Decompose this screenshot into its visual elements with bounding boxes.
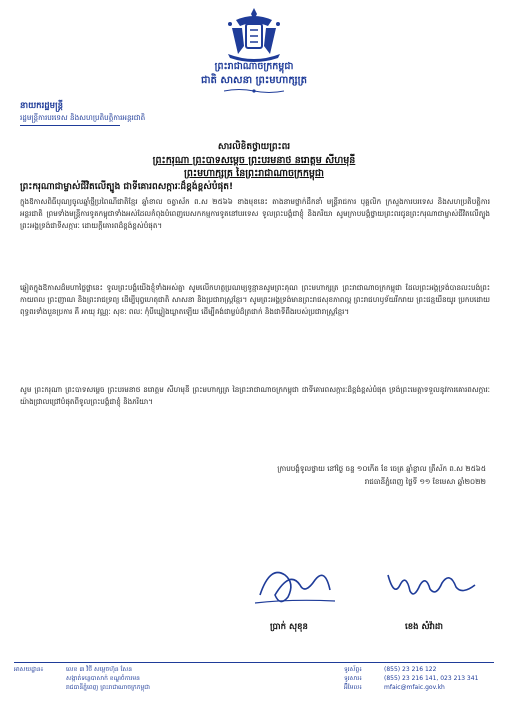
- address-line-2: សង្កាត់ទន្លេបាសាក់ ខណ្ឌចំការមន: [66, 674, 140, 682]
- body-paragraph-2: ឆ្លៀតក្នុងឱកាសដ៏មហាថ្លៃថ្លានេះ ទូលព្រះបង្គំយើងខ្ញុំទាំងអស់គ្នា សូមលើកហត្ថប្រណម្យទូន្មានសូមព្រះគុណ ព្រះមហាក្សត្រ ព្រះរាជាណាចក្រកម្ពុជា ដែលព្រះអង្គទ្រង់បានលះបង់ព្រះកាយពល ព្រះញាណ និងព្រះរាជទ្រព្យ ដើម្បីបុព្វហេតុជាតិ សាសនា និងប្រជារាស្ត្រខ្មែរ។ សូមព្រះអង្គទ្រង់មានព្រះរាជសុខភាពល្អ ព្រះរាជហឫទ័យរីករាយ ព្រះជន្មយឺនយូរ ប្រកបដោយពុទ្ធពរទាំងបួនប្រការ គឺ អាយុ វណ្ណៈ សុខៈ ពលៈ កុំបីឃ្លៀងឃ្លាតឡើយ ដើម្បីគង់ជាម្លប់ដ៏ត្រជាក់ និងជាទីពឹងរបស់ប្រជារាស្ត្រខ្មែរ។: [20, 283, 490, 317]
- date-solar: រាជធានីភ្នំពេញ ថ្ងៃទី ១១ ខែមេសា ឆ្នាំ២០២២: [364, 477, 486, 486]
- tel-label: ទូរស័ព្ទ៖: [344, 666, 362, 673]
- salutation: ព្រះករុណាជាម្ចាស់ជីវិតលើត្បូង ជាទីគោរពសក្ការៈដ៏ខ្ពង់ខ្ពស់បំផុត!: [20, 182, 234, 192]
- body-paragraph-1: ក្នុងឱកាសពិធីបុណ្យចូលឆ្នាំថ្មីប្រពៃណីជាតិខ្មែរ ឆ្នាំខាល ចត្វាស័ក ព.ស ២៥៦៦ ខាងមុខនេះ តាងនាមថ្នាក់ដឹកនាំ មន្ត្រីរាជការ បុគ្គលិក ក្រសួងការបរទេស និងសហប្រតិបត្តិការអន្តរជាតិ ព្រមទាំងមន្ត្រីការទូតកម្ពុជាទាំងអស់ដែលកំពុងបំពេញបេសកកម្មការទូតនៅបរទេស ទូលព្រះបង្គំជាខ្ញុំ និងភរិយា សូមក្រាបបង្គំថ្វាយព្រះពរជូនព្រះករុណាជាម្ចាស់ជីវិតលើត្បូង ព្រះអង្គទ្រង់ជាទីសក្ការៈ ដោយក្តីគោរពដ៏ខ្ពង់ខ្ពស់បំផុត។: [20, 197, 490, 231]
- date-lunar: ក្រាបបង្គំទូលថ្វាយ នៅថ្ងៃ ចន្ទ ១០កើត ខែ ចេត្រ ឆ្នាំខ្លាល ត្រីស័ក ព.ស ២៥៦៥: [277, 464, 486, 473]
- signatory-name-right: ខេង សំវ៉ាដា: [405, 622, 444, 632]
- signatory-name-left: ប្រាក់ សុខុន: [270, 622, 308, 632]
- signature-right: [380, 555, 490, 610]
- fax-label: ទូរសារ៖: [344, 674, 362, 682]
- ministry-divider: [20, 125, 120, 126]
- footer-address: [14, 666, 254, 692]
- addressee-line-2: ព្រះមហាក្សត្រ នៃព្រះរាជាណាចក្រកម្ពុជា: [184, 168, 324, 179]
- fax-value: (855) 23 216 141, 023 213 341: [384, 674, 479, 682]
- ministry-subtitle: រដ្ឋមន្ត្រីការបរទេស និងសហប្រតិបត្តិការអន្តរជាតិ: [20, 113, 146, 122]
- address-label: អាសយដ្ឋាន៖: [14, 666, 44, 673]
- tel-value: (855) 23 216 122: [384, 666, 437, 673]
- kingdom-title: ព្រះរាជាណាចក្រកម្ពុជា: [214, 61, 294, 72]
- royal-arms-crest-icon: [222, 6, 286, 62]
- footer-divider: [14, 662, 494, 663]
- national-motto: ជាតិ សាសនា ព្រះមហាក្សត្រ: [201, 75, 307, 86]
- email-label: អ៊ីមែល៖: [344, 683, 362, 691]
- letter-title: សារលិខិតថ្វាយព្រះពរ: [217, 142, 291, 152]
- body-paragraph-3: សូម ព្រះករុណា ព្រះបាទសម្តេច ព្រះបរមនាថ នរោត្តម សីហមុនី ព្រះមហាក្សត្រ នៃព្រះរាជាណាចក្រកម្ពុជា ជាទីគោរពសក្ការៈដ៏ខ្ពង់ខ្ពស់បំផុត ទ្រង់ព្រះមេត្តាទទួលនូវការគោរពសក្ការៈយ៉ាងជ្រាលជ្រៅបំផុតពីទូលព្រះបង្គំជាខ្ញុំ និងភរិយា។: [20, 385, 490, 407]
- address-line-3: រាជធានីភ្នំពេញ ព្រះរាជាណាចក្រកម្ពុជា: [66, 683, 150, 691]
- ornament-divider: [224, 88, 284, 94]
- addressee-line-1: ព្រះករុណា ព្រះបាទសម្តេច ព្រះបរមនាថ នរោត្តម សីហមុនី: [152, 155, 356, 166]
- signature-left: [240, 555, 350, 610]
- ministry-title: នាយករដ្ឋមន្ត្រី: [20, 101, 63, 111]
- footer-contacts: [344, 666, 494, 692]
- email-link[interactable]: mfaic@mfaic.gov.kh: [384, 683, 445, 691]
- address-line-1: លេខ ៣ វិថី សម្ដេចហ៊ុន សែន: [66, 666, 133, 673]
